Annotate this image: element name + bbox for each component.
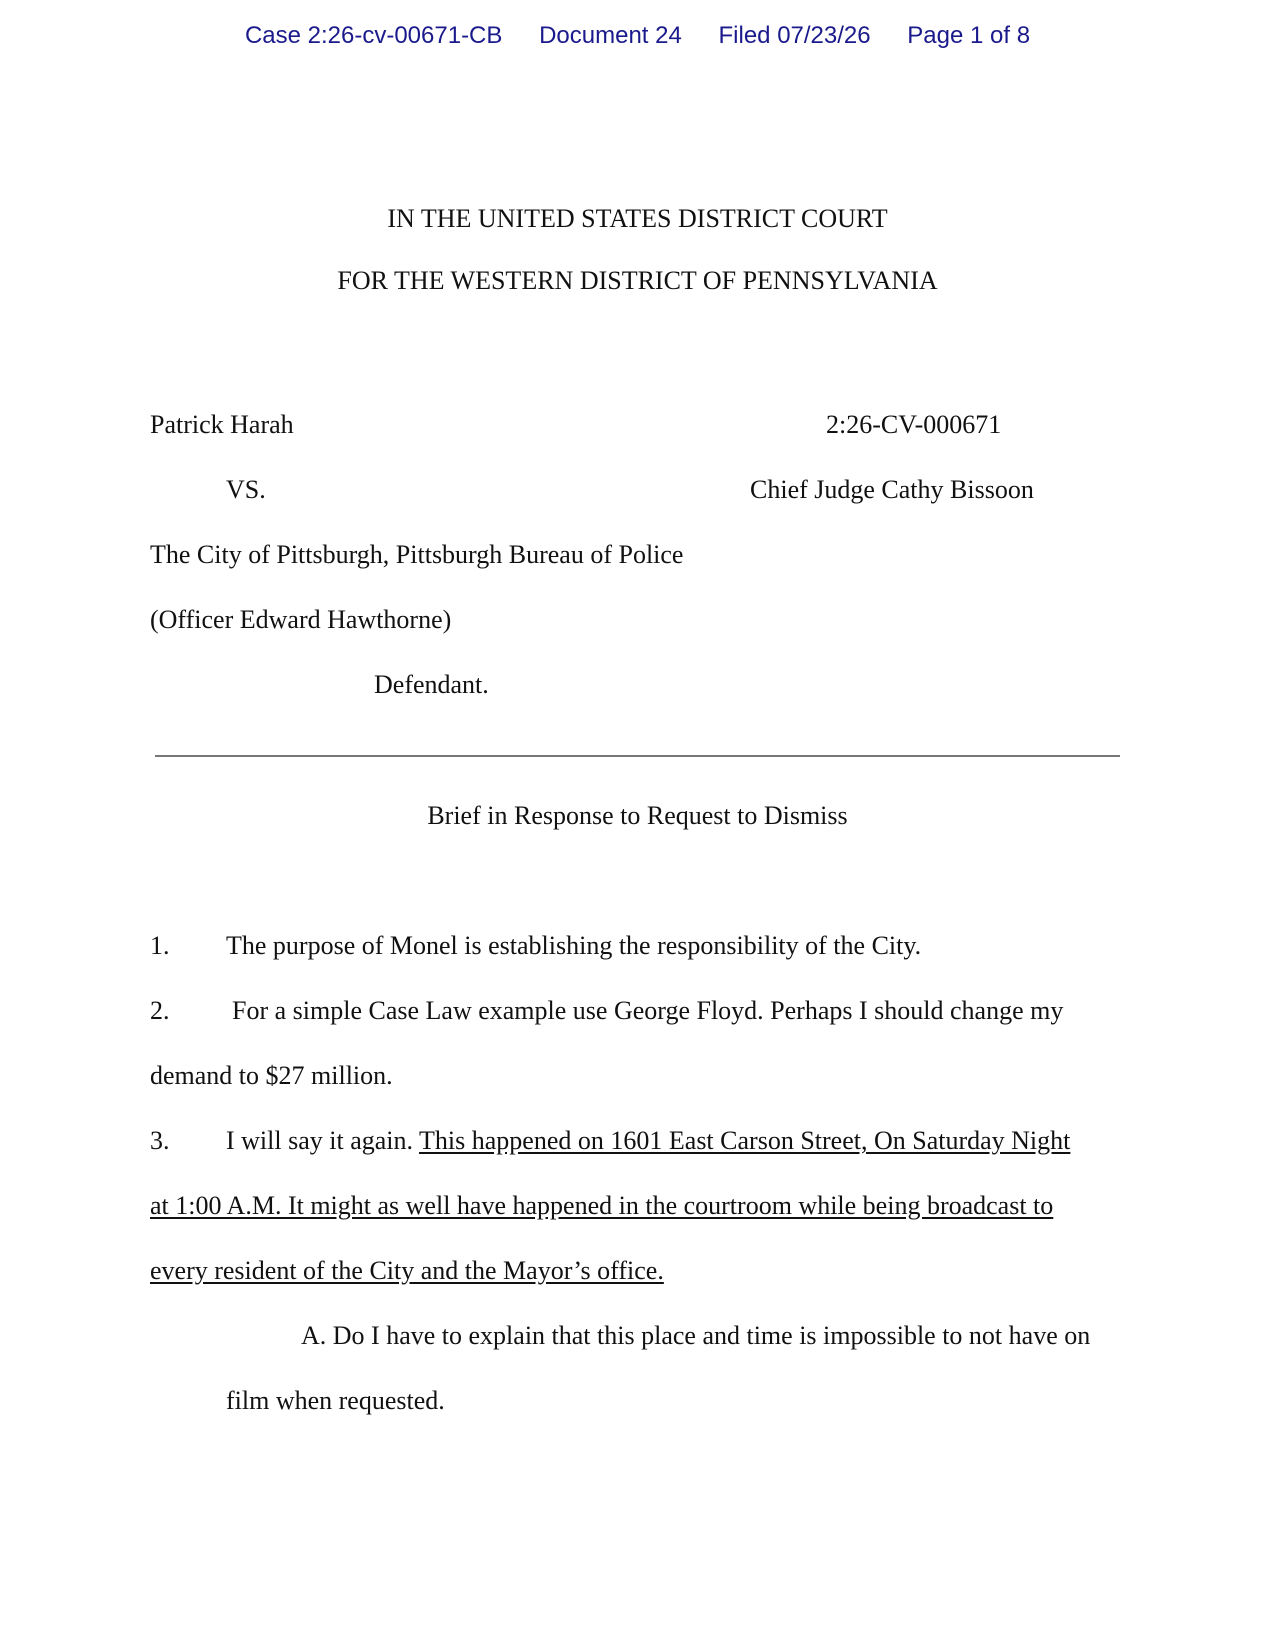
filing-stamp	[0, 22, 1275, 50]
paragraph-3-number: 3.	[150, 1126, 170, 1155]
defendant-name-line2: (Officer Edward Hawthorne)	[150, 605, 452, 634]
paragraph-3-line1	[226, 1126, 1070, 1156]
paragraph-1-number: 1.	[150, 931, 170, 960]
stamp-document-number: Document 24	[539, 22, 682, 49]
paragraph-2-line1: For a simple Case Law example use George Floyd. Perhaps I should change my	[232, 996, 1064, 1025]
paragraph-2-number: 2.	[150, 996, 170, 1025]
document-title: Brief in Response to Request to Dismiss	[427, 801, 848, 830]
paragraph-3-underlined-1: This happened on 1601 East Carson Street, On Saturday Night	[419, 1126, 1071, 1155]
defendant-name-line1: The City of Pittsburgh, Pittsburgh Bureau of Police	[150, 540, 684, 569]
defendant-label: Defendant.	[374, 670, 489, 699]
paragraph-3-underlined-2: at 1:00 A.M. It might as well have happened in the courtroom while being broadcast to	[150, 1191, 1054, 1220]
paragraph-1-text: The purpose of Monel is establishing the responsibility of the City.	[226, 931, 922, 960]
subparagraph-a-line2: film when requested.	[226, 1386, 445, 1415]
stamp-case-number: Case 2:26-cv-00671-CB	[244, 22, 503, 49]
court-name-line2: FOR THE WESTERN DISTRICT OF PENNSYLVANIA	[337, 266, 938, 295]
caption-divider	[155, 755, 1120, 757]
paragraph-3-lead: I will say it again.	[226, 1126, 420, 1155]
stamp-page-count: Page 1 of 8	[907, 22, 1031, 49]
versus-label: VS.	[226, 475, 266, 504]
paragraph-3-underlined-3: every resident of the City and the Mayor’s office.	[150, 1256, 664, 1285]
plaintiff-name: Patrick Harah	[150, 410, 294, 439]
subparagraph-a-line1: A. Do I have to explain that this place and time is impossible to not have on	[301, 1321, 1091, 1350]
paragraph-2-line2: demand to $27 million.	[150, 1061, 393, 1090]
court-name-line1: IN THE UNITED STATES DISTRICT COURT	[387, 204, 888, 233]
judge-name: Chief Judge Cathy Bissoon	[750, 475, 1034, 504]
case-number: 2:26-CV-000671	[826, 410, 1002, 439]
stamp-filed-date: Filed 07/23/26	[718, 22, 871, 49]
